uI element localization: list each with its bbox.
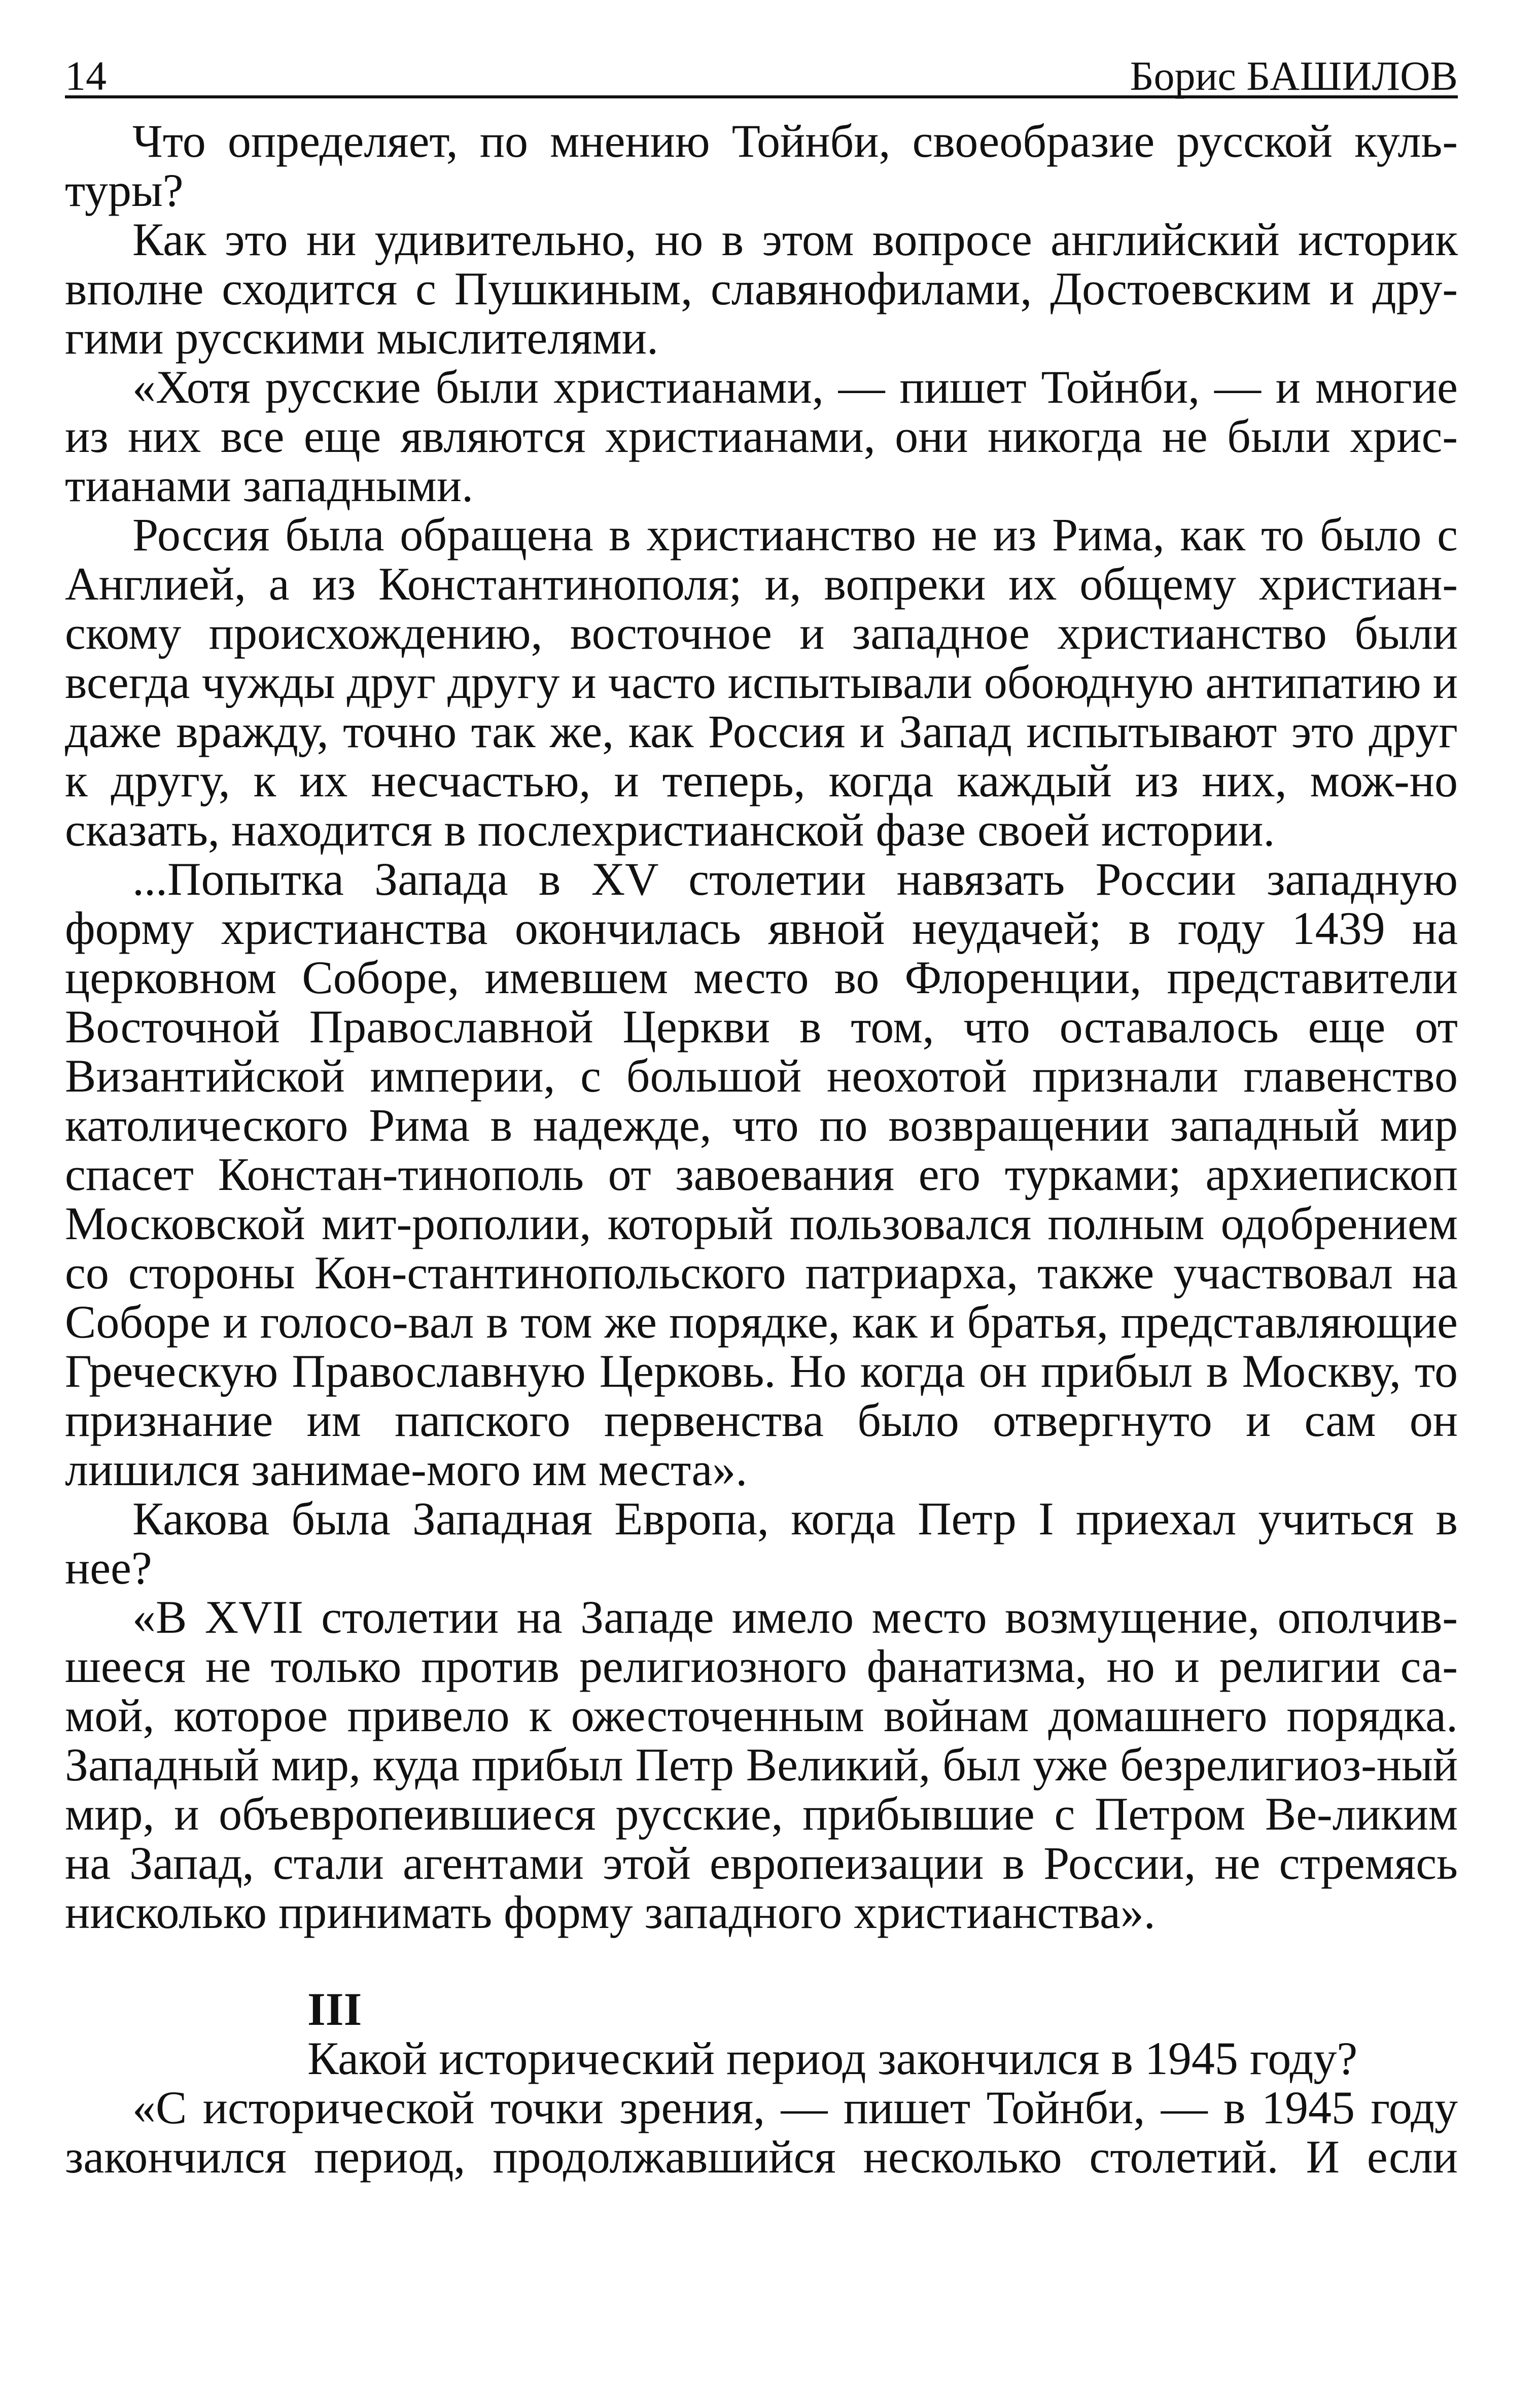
paragraph-5: ...Попытка Запада в XV столетии навязать России западную форму христианства окончилась явной неудачей; в году 1439 на церковном Соборе, имевшем место во Флоренции, представители Восточной Православной Церкви в том, что оставалось еще от Византийской империи, с большой неохотой признали главенство католического Рима в надежде, что по возвращении западный мир спасет Констан-тинополь от завоевания его турками; архиепископ Московской мит-рополии, который пользовался полным одобрением со стороны Кон-стантинопольского патриарха, также участвовал на Соборе и голосо-вал в том же порядке, как и братья, представляющие Греческую Православную Церковь. Но когда он прибыл в Москву, то признание им папского первенства было отвергнуто и сам он лишился занимае-мого им места». — [65, 853, 1458, 1495]
body-text — [65, 117, 1458, 2182]
paragraph-4: Россия была обращена в христианство не из Рима, как то было с Англией, а из Константинополя; и, вопреки их общему христиан-скому происхождению, восточное и западное христианство были всегда чужды друг другу и часто испытывали обоюдную антипатию и даже вражду, точно так же, как Россия и Запад испытывают это друг к другу, к их несчастью, и теперь, когда каждый из них, мож-но сказать, находится в послехристианской фазе своей истории. — [65, 509, 1458, 856]
paragraph-3: «Хотя русские были христианами, — пишет Тойнби, — и многие из них все еще являются христианами, они никогда не были хрис-тианами западными. — [65, 361, 1458, 511]
paragraph-9: «С исторической точки зрения, — пишет Тойнби, — в 1945 году закончился период, продолжавшийся несколько столетий. И если — [65, 2082, 1458, 2183]
paragraph-6: Какова была Западная Европа, когда Петр I приехал учиться в нее? — [65, 1493, 1458, 1594]
paragraph-1: Что определяет, по мнению Тойнби, своеобразие русской куль-туры? — [65, 115, 1458, 216]
paragraph-7: «В XVII столетии на Западе имело место возмущение, ополчив-шееся не только против религиозного фанатизма, но и религии са-мой, которое привело к ожесточенным войнам домашнего порядка. Западный мир, куда прибыл Петр Великий, был уже безрелигиоз-ный мир, и объевропеившиеся русские, прибывшие с Петром Ве-ликим на Запад, стали агентами этой европеизации в России, не стремясь нисколько принимать форму западного христианства». — [65, 1591, 1458, 1938]
page-number: 14 — [65, 53, 107, 99]
running-head — [65, 49, 1458, 98]
paragraph-2: Как это ни удивительно, но в этом вопросе английский историк вполне сходится с Пушкиным, славянофилами, Достоевским и дру-гими русскими мыслителями. — [65, 214, 1458, 364]
paragraph-8: Какой исторический период закончился в 1945 году? — [307, 2032, 1358, 2084]
section-heading: III — [307, 1983, 362, 2035]
running-title: Борис БАШИЛОВ — [1130, 53, 1458, 99]
